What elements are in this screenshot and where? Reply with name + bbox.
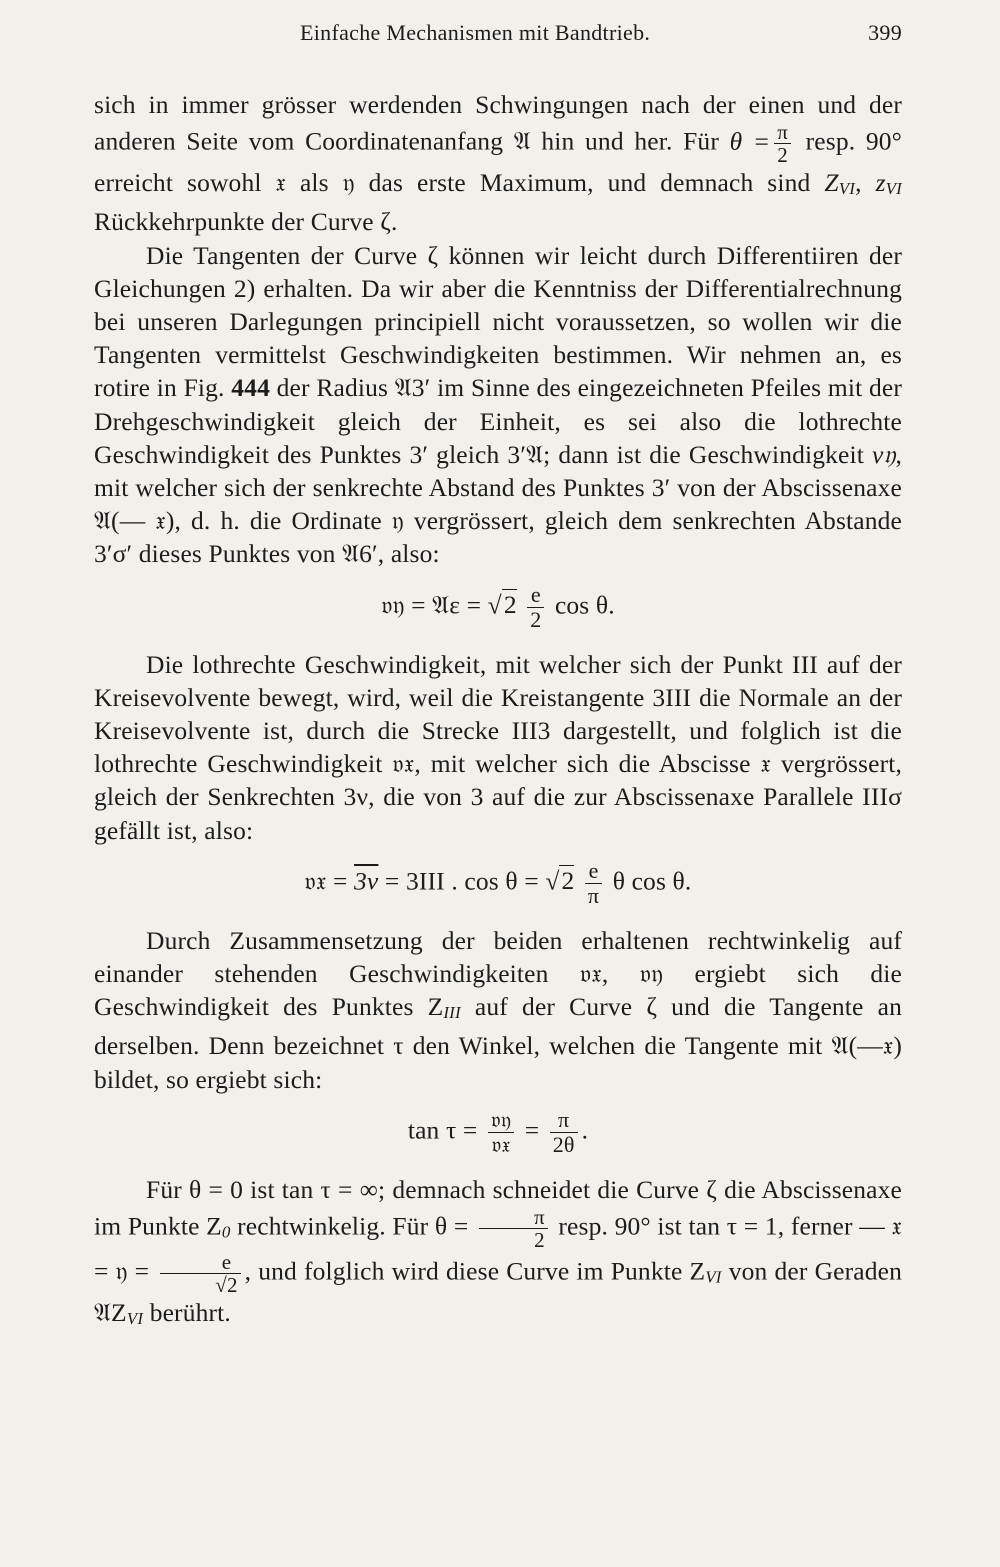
p5-e: von der Geraden 𝔄Z	[94, 1256, 902, 1328]
body-text	[94, 88, 902, 1335]
p4-text-b: auf der Curve ζ und die Tangente an derselben. Denn bezeichnet τ den Winkel, welchen die Tangente mit 𝔄(—𝔵) bildet, so ergiebt sich:	[94, 992, 902, 1094]
p5-f: berührt.	[149, 1298, 231, 1328]
pi-half-fraction	[774, 121, 791, 166]
sub-vi-1: VI	[838, 179, 856, 199]
p5-sub-vi-2: VI	[126, 1309, 144, 1329]
paragraph-1	[94, 88, 902, 239]
f2-num: e	[585, 859, 602, 884]
f2-lhs: 𝔳𝔵 =	[304, 866, 355, 896]
paragraph-3	[94, 648, 902, 847]
f2-overline: 3ν	[354, 866, 379, 896]
f1-lhs: 𝔳𝔶 = 𝔄ε =	[381, 590, 488, 619]
f1-rhs: cos θ.	[554, 590, 615, 619]
f3-lhs: tan τ =	[407, 1115, 484, 1145]
f3-num1: 𝔳𝔶	[488, 1108, 514, 1133]
formula-3	[94, 1108, 902, 1157]
formula-1	[94, 583, 902, 632]
p5-den: 2	[534, 1228, 545, 1253]
v-y: v𝔶	[872, 439, 896, 469]
running-header	[94, 20, 902, 60]
sub-zero: 0	[221, 1222, 231, 1242]
formula-3-math	[408, 1108, 588, 1157]
p5-num: π	[479, 1206, 548, 1229]
f3-den2: 2θ	[552, 1131, 575, 1157]
p2-text-b: der Radius 𝔄3′ im Sinne des eingezeichneten Pfeiles mit der Drehgeschwindigkeit gleich der Einheit, es sei also die lothrechte Geschwindigkeit des Punktes 3′ gleich 3′𝔄; dann ist die Geschwindigkeit	[94, 373, 902, 469]
p5-e-fraction	[160, 1251, 240, 1296]
p5-den2: √2	[215, 1273, 238, 1298]
f3-den1: 𝔳𝔵	[491, 1131, 511, 1157]
sub-iii: III	[443, 1003, 461, 1023]
theta-eq: θ =	[729, 126, 771, 156]
running-title: Einfache Mechanismen mit Bandtrieb.	[300, 20, 651, 45]
frac-den: 2	[777, 143, 788, 168]
f1-root-sign: √	[487, 590, 502, 619]
z-vi-2: z	[875, 168, 886, 198]
figure-reference: 444	[231, 373, 270, 403]
frac-num: π	[774, 121, 791, 144]
p2-text-a: Die Tangenten der Curve ζ können wir leicht durch Differentiiren der Gleichungen 2) erhalten. Da wir aber die Kenntniss der Differentialrechnung bei unseren Darlegungen principiell nicht voraussetzen, so wollen wir die Tangenten vermittelst Geschwindigkeiten bestimmen. Wir nehmen an, es rotire in Fig.	[94, 240, 902, 403]
f3-eq: =	[524, 1115, 546, 1145]
f2-rhs: θ cos θ.	[612, 866, 692, 896]
paragraph-4	[94, 924, 902, 1096]
inline-theta-formula	[729, 120, 795, 168]
paragraph-2	[94, 239, 902, 571]
f3-fraction-1	[488, 1108, 514, 1157]
f3-fraction-2	[550, 1108, 578, 1157]
p4-text: Durch Zusammensetzung der beiden erhaltenen rechtwinkelig auf einander stehenden Geschwindigkeiten 𝔳𝔵, 𝔳𝔶 ergiebt sich die Geschwindigkeit des Punktes Z	[94, 925, 902, 1022]
f2-radicand: 2	[561, 866, 575, 896]
f2-den: π	[587, 882, 600, 908]
f1-radicand: 2	[503, 590, 517, 619]
p1-line2: resp. 90° erreicht sowohl 𝔵 als 𝔶 das erste Maximum, und demnach sind	[94, 126, 903, 198]
p1-line1: sich in immer grösser werdenden Schwingungen nach der einen und der anderen Seite vom Coordinatenanfang 𝔄 hin und her. Für	[94, 90, 902, 156]
f1-fraction	[527, 583, 544, 632]
p5-sub-vi-1: VI	[705, 1267, 722, 1287]
p1-line3: Rückkehrpunkte der Curve ζ.	[94, 207, 398, 237]
page-number: 399	[868, 20, 902, 45]
p5-pi-fraction	[479, 1206, 548, 1251]
p5-b: rechtwinkelig. Für θ =	[237, 1211, 469, 1241]
p5-e-frac-wrap	[156, 1250, 244, 1298]
f1-den: 2	[530, 606, 542, 632]
f2-root-sign: √	[545, 866, 560, 896]
sub-vi-2: VI	[885, 179, 902, 199]
p5-num2: e	[160, 1251, 240, 1274]
formula-2-math	[305, 859, 692, 908]
paragraph-5	[94, 1173, 902, 1335]
formula-1-math	[381, 583, 615, 632]
f2-mid: = 3III . cos θ =	[378, 866, 546, 896]
formula-2	[94, 859, 902, 908]
p5-c: resp. 90° ist tan τ = 1, ferner — 𝔵 = 𝔶 =	[94, 1211, 902, 1286]
p3-text: Die lothrechte Geschwindigkeit, mit welcher sich der Punkt III auf der Kreisevolvente bewegt, wird, weil die Kreistangente 3III die Normale an der Kreisevolvente ist, durch die Strecke III3 dargestellt, und folglich ist die lothrechte Geschwindigkeit 𝔳𝔵, mit welcher sich die Abscisse 𝔵 vergrössert, gleich der Senkrechten 3ν, die von 3 auf die zur Abscissenaxe Parallele IIIσ gefällt ist, also:	[94, 649, 902, 845]
f2-fraction	[585, 859, 602, 908]
f1-num: e	[527, 583, 544, 608]
comma: ,	[855, 168, 862, 198]
p5-a: Für θ = 0 ist tan τ = ∞; demnach schneidet die Curve ζ die Abscissenaxe im Punkte Z	[94, 1174, 902, 1241]
p5-pi-frac-wrap	[475, 1205, 552, 1253]
p2-text-c: , mit welcher sich der senkrechte Abstand des Punktes 3′ von der Abscissenaxe 𝔄(— 𝔵), d. h. die Ordinate 𝔶 vergrössert, gleich dem senkrechten Abstande 3′σ′ dieses Punktes von 𝔄6′, also:	[94, 439, 902, 569]
f3-end: .	[581, 1115, 589, 1145]
p5-d: , und folglich wird diese Curve im Punkte Z	[244, 1256, 706, 1286]
f3-num2: π	[550, 1108, 578, 1133]
z-vi-1: Z	[824, 168, 839, 198]
